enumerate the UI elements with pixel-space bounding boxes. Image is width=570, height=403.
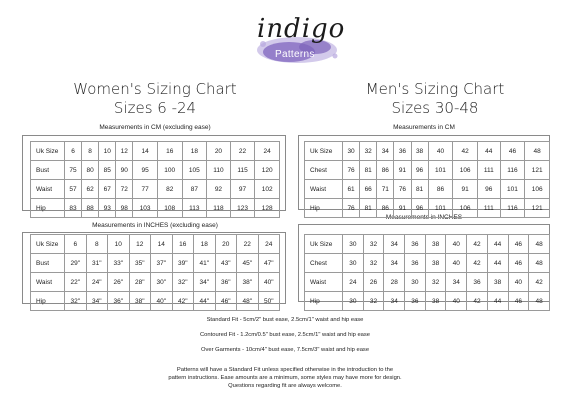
men-inches-caption: Measurements in INCHES [385, 214, 463, 221]
table-cell: 29" [65, 254, 87, 273]
table-cell: 40 [446, 254, 467, 273]
table-cell: 38" [129, 292, 151, 311]
table-cell: 28 [384, 273, 405, 292]
table-cell: 102 [255, 180, 280, 199]
table-cell: 44 [487, 292, 508, 311]
footer-line-3: Questions regarding fit are always welcome. [228, 383, 342, 389]
table-cell: 46" [215, 292, 237, 311]
table-cell: 46 [500, 142, 525, 161]
table-cell: 48" [237, 292, 259, 311]
table-cell: 105 [182, 161, 207, 180]
brand-name: indigo [257, 14, 346, 44]
women-cm-table [30, 141, 280, 218]
row-label-cell: Waist [31, 273, 65, 292]
table-cell: 30 [343, 254, 364, 273]
table-cell: 34 [384, 254, 405, 273]
table-cell: 62 [82, 180, 99, 199]
table-cell: 6 [65, 142, 82, 161]
table-cell: 106 [525, 180, 550, 199]
table-cell: 38 [411, 142, 428, 161]
table-cell: 10 [108, 235, 130, 254]
table-cell: 41" [194, 254, 216, 273]
table-cell: 40" [151, 292, 173, 311]
table-cell: 83 [65, 199, 82, 218]
table-cell: 111 [477, 199, 500, 218]
table-cell: 96 [411, 199, 428, 218]
table-cell: 42 [529, 273, 550, 292]
table-cell: 38" [237, 273, 259, 292]
table-row [305, 292, 550, 311]
table-cell: 8 [82, 142, 99, 161]
table-cell: 81 [411, 180, 428, 199]
table-row [31, 254, 280, 273]
table-cell: 36 [394, 142, 411, 161]
table-cell: 106 [453, 199, 478, 218]
men-cm-table [304, 141, 550, 218]
table-cell: 48 [529, 235, 550, 254]
table-cell: 34 [384, 292, 405, 311]
table-cell: 40 [508, 273, 529, 292]
table-cell: 103 [133, 199, 158, 218]
table-cell: 61 [343, 180, 360, 199]
men-heading-sizes: Sizes 30-48 [391, 99, 479, 117]
table-cell: 75 [65, 161, 82, 180]
table-cell: 85 [99, 161, 116, 180]
table-cell: 8 [86, 235, 108, 254]
table-cell: 81 [360, 199, 377, 218]
table-cell: 116 [500, 199, 525, 218]
row-label-cell: Bust [31, 161, 65, 180]
table-cell: 34" [194, 273, 216, 292]
table-cell: 40 [446, 235, 467, 254]
table-cell: 38 [487, 273, 508, 292]
table-cell: 111 [477, 161, 500, 180]
table-cell: 34 [446, 273, 467, 292]
table-cell: 31" [86, 254, 108, 273]
table-row [305, 254, 550, 273]
table-cell: 48 [525, 142, 550, 161]
table-cell: 86 [428, 180, 453, 199]
table-row [305, 161, 550, 180]
table-cell: 32 [360, 142, 377, 161]
table-cell: 18 [182, 142, 207, 161]
table-cell: 32 [425, 273, 446, 292]
row-label-cell: Waist [31, 180, 65, 199]
row-label-cell: Hip [31, 292, 65, 311]
table-cell: 16 [157, 142, 182, 161]
table-cell: 108 [157, 199, 182, 218]
table-cell: 67 [99, 180, 116, 199]
table-cell: 34 [377, 142, 394, 161]
table-cell: 77 [133, 180, 158, 199]
table-cell: 76 [343, 199, 360, 218]
table-cell: 57 [65, 180, 82, 199]
table-cell: 30 [343, 235, 364, 254]
table-cell: 32 [363, 235, 384, 254]
table-cell: 98 [116, 199, 133, 218]
table-cell: 30 [343, 142, 360, 161]
footer-line-2: pattern instructions. Ease amounts are a minimum, some styles may have more for design. [168, 375, 402, 381]
table-cell: 43" [215, 254, 237, 273]
table-cell: 20 [215, 235, 237, 254]
table-cell: 24" [86, 273, 108, 292]
table-header-row [305, 235, 550, 254]
table-cell: 22 [237, 235, 259, 254]
row-label-cell: Hip [31, 199, 65, 218]
table-cell: 44" [194, 292, 216, 311]
table-cell: 28" [129, 273, 151, 292]
brand-subtitle: Patterns [275, 49, 315, 60]
table-cell: 44 [487, 235, 508, 254]
table-cell: 42" [172, 292, 194, 311]
table-header-row [31, 235, 280, 254]
table-cell: 42 [453, 142, 478, 161]
women-inches-table [30, 234, 280, 311]
table-cell: 46 [508, 235, 529, 254]
row-label-cell: Uk Size [305, 235, 343, 254]
table-cell: 12 [116, 142, 133, 161]
row-label-cell: Chest [305, 161, 343, 180]
men-heading-title: Men's Sizing Chart [365, 80, 505, 98]
table-row [305, 273, 550, 292]
contoured-fit-note: Contoured Fit - 1.2cm/0.5" bust ease, 2.5cm/1" waist and hip ease [199, 332, 371, 338]
table-cell: 30 [343, 292, 364, 311]
row-label-cell: Uk Size [31, 142, 65, 161]
table-cell: 97 [230, 180, 255, 199]
table-cell: 93 [99, 199, 116, 218]
table-cell: 76 [394, 180, 411, 199]
table-cell: 36 [405, 235, 426, 254]
table-cell: 32 [363, 292, 384, 311]
table-cell: 44 [487, 254, 508, 273]
table-cell: 10 [99, 142, 116, 161]
row-label-cell: Chest [305, 254, 343, 273]
table-cell: 91 [453, 180, 478, 199]
table-cell: 26" [108, 273, 130, 292]
standard-fit-note: Standard Fit - 5cm/2" bust ease, 2.5cm/1" waist and hip ease [206, 317, 364, 323]
table-cell: 100 [157, 161, 182, 180]
table-cell: 66 [360, 180, 377, 199]
table-cell: 71 [377, 180, 394, 199]
table-cell: 115 [230, 161, 255, 180]
table-cell: 14 [133, 142, 158, 161]
table-row [31, 180, 280, 199]
table-row [305, 180, 550, 199]
row-label-cell: Waist [305, 273, 343, 292]
table-cell: 40 [446, 292, 467, 311]
table-cell: 40" [258, 273, 280, 292]
table-cell: 22 [230, 142, 255, 161]
table-cell: 120 [255, 161, 280, 180]
table-row [31, 161, 280, 180]
table-cell: 33" [108, 254, 130, 273]
table-cell: 76 [343, 161, 360, 180]
table-cell: 92 [207, 180, 231, 199]
table-cell: 40 [428, 142, 453, 161]
table-cell: 96 [411, 161, 428, 180]
row-label-cell: Uk Size [305, 142, 343, 161]
table-cell: 38 [425, 254, 446, 273]
table-cell: 88 [82, 199, 99, 218]
table-cell: 36 [467, 273, 488, 292]
table-cell: 16 [172, 235, 194, 254]
table-cell: 22" [65, 273, 87, 292]
table-cell: 72 [116, 180, 133, 199]
table-cell: 106 [453, 161, 478, 180]
women-heading [40, 80, 270, 118]
table-cell: 36" [215, 273, 237, 292]
table-cell: 30" [151, 273, 173, 292]
table-cell: 46 [508, 292, 529, 311]
row-label-cell: Waist [305, 180, 343, 199]
table-header-row [31, 142, 280, 161]
table-cell: 20 [207, 142, 231, 161]
table-cell: 116 [500, 161, 525, 180]
table-cell: 80 [82, 161, 99, 180]
women-inches-caption: Measurements in INCHES (excluding ease) [92, 222, 218, 229]
table-cell: 48 [529, 292, 550, 311]
women-heading-sizes: Sizes 6 -24 [113, 99, 197, 117]
table-cell: 121 [525, 199, 550, 218]
table-cell: 42 [467, 254, 488, 273]
table-cell: 118 [207, 199, 231, 218]
table-cell: 101 [428, 161, 453, 180]
table-cell: 32" [172, 273, 194, 292]
table-cell: 24 [258, 235, 280, 254]
table-cell: 42 [467, 235, 488, 254]
over-garments-note: Over Garments - 10cm/4" bust ease, 7.5cm/3" waist and hip ease [200, 347, 370, 353]
table-cell: 24 [343, 273, 364, 292]
footer-note [130, 366, 440, 390]
table-cell: 24 [255, 142, 280, 161]
table-cell: 81 [360, 161, 377, 180]
table-cell: 110 [207, 161, 231, 180]
row-label-cell: Bust [31, 254, 65, 273]
row-label-cell: Uk Size [31, 235, 65, 254]
table-cell: 35" [129, 254, 151, 273]
table-cell: 32 [363, 254, 384, 273]
table-cell: 12 [129, 235, 151, 254]
table-cell: 38 [425, 235, 446, 254]
women-heading-title: Women's Sizing Chart [73, 80, 237, 98]
table-row [31, 199, 280, 218]
table-cell: 37" [151, 254, 173, 273]
table-cell: 123 [230, 199, 255, 218]
men-cm-caption: Measurements in CM [393, 124, 455, 131]
table-cell: 113 [182, 199, 207, 218]
table-cell: 86 [377, 161, 394, 180]
table-cell: 96 [477, 180, 500, 199]
table-cell: 34" [86, 292, 108, 311]
men-heading [320, 80, 550, 118]
table-header-row [305, 142, 550, 161]
table-cell: 101 [428, 199, 453, 218]
table-row [305, 199, 550, 218]
table-cell: 82 [157, 180, 182, 199]
table-row [31, 292, 280, 311]
table-cell: 32" [65, 292, 87, 311]
table-cell: 26 [363, 273, 384, 292]
men-inches-table [304, 234, 550, 311]
table-cell: 91 [394, 199, 411, 218]
brand-logo [245, 10, 355, 74]
table-cell: 45" [237, 254, 259, 273]
table-cell: 39" [172, 254, 194, 273]
table-cell: 44 [477, 142, 500, 161]
table-cell: 86 [377, 199, 394, 218]
table-row [31, 273, 280, 292]
table-cell: 6 [65, 235, 87, 254]
table-cell: 50" [258, 292, 280, 311]
women-cm-caption: Measurements in CM (excluding ease) [99, 124, 211, 131]
table-cell: 47" [258, 254, 280, 273]
footer-line-1: Patterns will have a Standard Fit unless specified otherwise in the introduction to the [176, 367, 394, 373]
row-label-cell: Hip [305, 199, 343, 218]
table-cell: 91 [394, 161, 411, 180]
row-label-cell: Hip [305, 292, 343, 311]
table-cell: 36 [405, 292, 426, 311]
table-cell: 36 [405, 254, 426, 273]
table-cell: 95 [133, 161, 158, 180]
table-cell: 18 [194, 235, 216, 254]
table-cell: 101 [500, 180, 525, 199]
table-cell: 46 [508, 254, 529, 273]
table-cell: 30 [405, 273, 426, 292]
table-cell: 48 [529, 254, 550, 273]
table-cell: 42 [467, 292, 488, 311]
table-cell: 121 [525, 161, 550, 180]
table-cell: 38 [425, 292, 446, 311]
table-cell: 87 [182, 180, 207, 199]
table-cell: 90 [116, 161, 133, 180]
table-cell: 128 [255, 199, 280, 218]
table-cell: 34 [384, 235, 405, 254]
table-cell: 36" [108, 292, 130, 311]
table-cell: 14 [151, 235, 173, 254]
